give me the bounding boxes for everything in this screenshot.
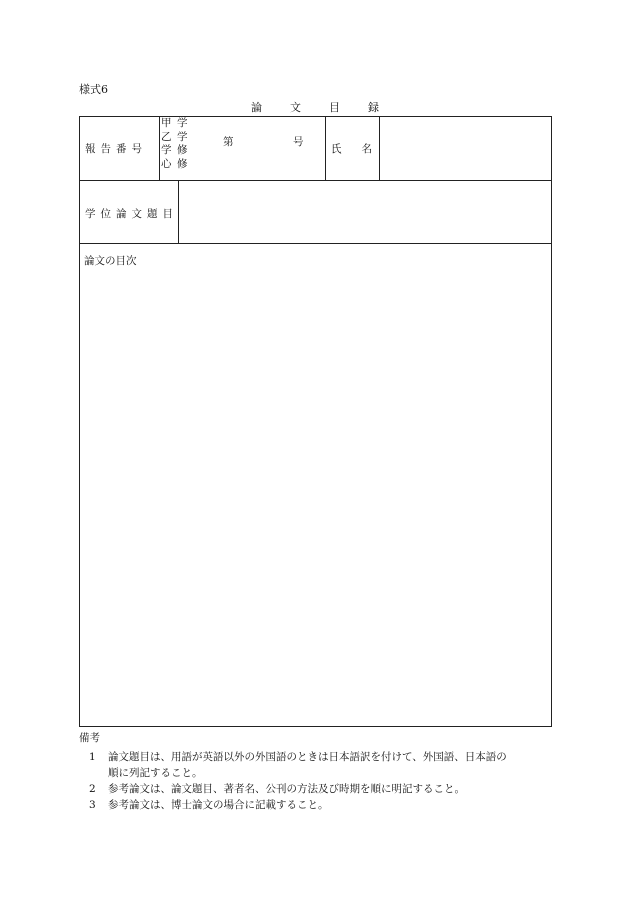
degree-type-row: 学 修 <box>161 144 188 156</box>
col-divider <box>325 116 326 180</box>
notes-heading: 備考 <box>79 732 100 744</box>
toc-field[interactable] <box>81 270 550 725</box>
form-number: 様式6 <box>79 83 108 96</box>
note-item: 2 参考論文は、論文題目、著者名、公刊の方法及び時期を順に明記すること。 <box>89 783 465 795</box>
note-item-continuation: 順に列記すること。 <box>108 767 203 779</box>
col-divider <box>379 116 380 180</box>
title-char: 文 <box>290 101 301 114</box>
report-number-field[interactable] <box>199 147 289 167</box>
thesis-title-field[interactable] <box>180 182 550 241</box>
page-title <box>0 99 630 115</box>
row-divider <box>79 180 552 181</box>
toc-label: 論文の目次 <box>84 255 137 267</box>
name-field[interactable] <box>381 118 550 178</box>
name-label: 氏 名 <box>331 143 372 155</box>
col-divider <box>178 180 179 243</box>
degree-type-row: 乙 学 <box>161 130 188 143</box>
dai-label: 第 <box>223 136 234 148</box>
row-divider <box>79 243 552 244</box>
degree-type-list <box>161 117 193 171</box>
note-item: 1 論文題目は、用語が英語以外の外国語のときは日本語訳を付けて、外国語、日本語の <box>89 751 507 763</box>
report-number-label: 報 告 番 号 <box>85 143 142 155</box>
note-item: 3 参考論文は、博士論文の場合に記載すること。 <box>89 799 329 811</box>
degree-type-row: 甲 学 <box>161 117 188 129</box>
col-divider <box>159 116 160 180</box>
notes-section <box>79 730 507 813</box>
title-char: 録 <box>368 101 379 114</box>
go-label: 号 <box>293 136 304 148</box>
degree-type-row: 心 修 <box>161 157 188 170</box>
thesis-title-label: 学 位 論 文 題 目 <box>85 208 173 220</box>
title-char: 目 <box>329 101 340 114</box>
title-char: 論 <box>251 101 262 114</box>
